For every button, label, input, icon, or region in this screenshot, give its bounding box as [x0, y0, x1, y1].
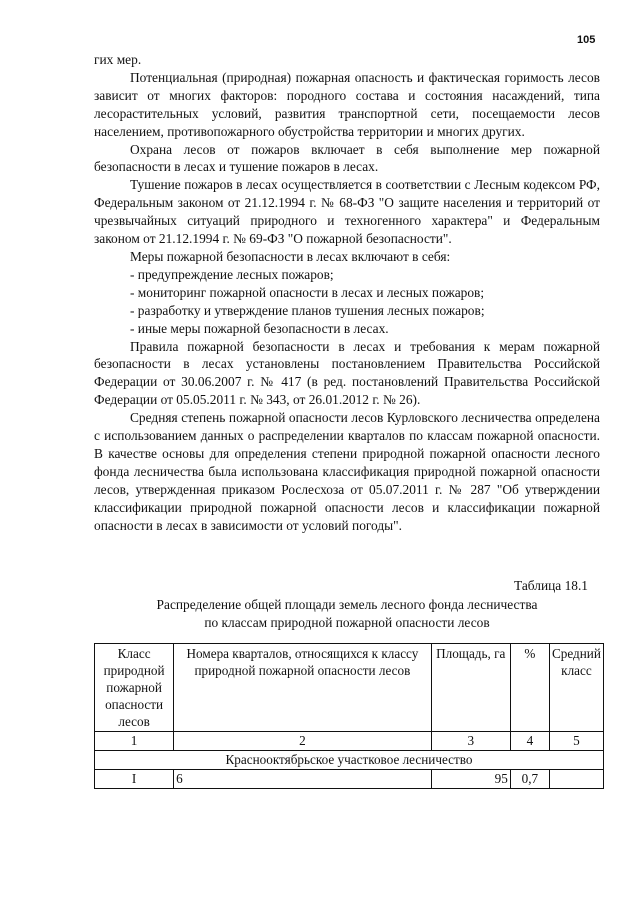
cell-class: I — [95, 770, 174, 789]
list-item: - мониторинг пожарной опасности в лесах и лесных пожаров; — [130, 284, 485, 300]
column-number: 5 — [549, 732, 603, 751]
list-item: - разработку и утверждение планов тушения лесных пожаров; — [130, 302, 485, 318]
column-number: 2 — [174, 732, 432, 751]
paragraph: Потенциальная (природная) пожарная опасность и фактическая горимость лесов зависит от многих факторов: породного состава и состояния насаждений, типа лесорастительных условий, развития транспортной сети, посещаемости лесов населением, противопожарного обустройства территории и многих других. — [94, 69, 600, 139]
paragraph: Меры пожарной безопасности в лесах включают в себя: — [130, 248, 451, 264]
table-title-line: по классам природной пожарной опасности лесов — [204, 615, 490, 630]
paragraph: гих мер. — [94, 52, 142, 67]
table-numbering-row — [95, 732, 604, 751]
fire-danger-table — [94, 643, 604, 789]
header-avg-class: Средний класс — [549, 644, 603, 732]
header-quarters: Номера кварталов, относящихся к классу природной пожарной опасности лесов — [174, 644, 432, 732]
table-label: Таблица 18.1 — [514, 578, 589, 593]
paragraph: Правила пожарной безопасности в лесах и требования к мерам пожарной безопасности в лесах установлены постановлением Правительства Российской Федерации от 30.06.2007 г. № 417 (в ред. постановлений Правительства Российской Федерации от 05.05.2011 г. № 343, от 26.01.2012 г. № 26). — [94, 338, 600, 408]
table-row — [95, 770, 604, 789]
cell-percent: 0,7 — [510, 770, 549, 789]
header-percent: % — [510, 644, 549, 732]
list-item: - иные меры пожарной безопасности в лесах. — [130, 320, 389, 336]
table-section-row — [95, 751, 604, 770]
body-text — [94, 51, 600, 534]
cell-quarters: 6 — [174, 770, 432, 789]
measures-list — [94, 266, 600, 338]
paragraph: Охрана лесов от пожаров включает в себя выполнение мер пожарной безопасности в лесах и тушение пожаров в лесах. — [94, 141, 600, 175]
list-item: - предупреждение лесных пожаров; — [130, 266, 334, 282]
header-class: Класс природной пожарной опасности лесов — [95, 644, 174, 732]
header-area: Площадь, га — [431, 644, 510, 732]
paragraph: Средняя степень пожарной опасности лесов Курловского лесничества определена с использованием данных о распределении кварталов по классам пожарной опасности. В качестве основы для определения степени природной пожарной опасности лесного фонда лесничества была использована классификация природной пожарной опасности лесов, утвержденная приказом Рослесхоза от 05.07.2011 г. № 287 "Об утверждении классификации природной пожарной опасности лесов и классификации пожарной опасности в лесах в зависимости от условий погоды". — [94, 410, 600, 533]
table-title — [94, 596, 600, 632]
column-number: 4 — [510, 732, 549, 751]
column-number: 1 — [95, 732, 174, 751]
table-header-row — [95, 644, 604, 732]
cell-avg-class — [549, 770, 603, 789]
cell-area: 95 — [431, 770, 510, 789]
column-number: 3 — [431, 732, 510, 751]
section-title: Краснооктябрьское участковое лесничество — [95, 751, 604, 770]
paragraph: Тушение пожаров в лесах осуществляется в соответствии с Лесным кодексом РФ, Федеральным законом от 21.12.1994 г. № 68-ФЗ "О защите населения и территорий от чрезвычайных ситуаций природного и техногенного характера" и Федеральным законом от 21.12.1994 г. № 69-ФЗ "О пожарной безопасности". — [94, 177, 600, 247]
page-number: 105 — [577, 34, 596, 46]
table-title-line: Распределение общей площади земель лесного фонда лесничества — [156, 597, 538, 612]
